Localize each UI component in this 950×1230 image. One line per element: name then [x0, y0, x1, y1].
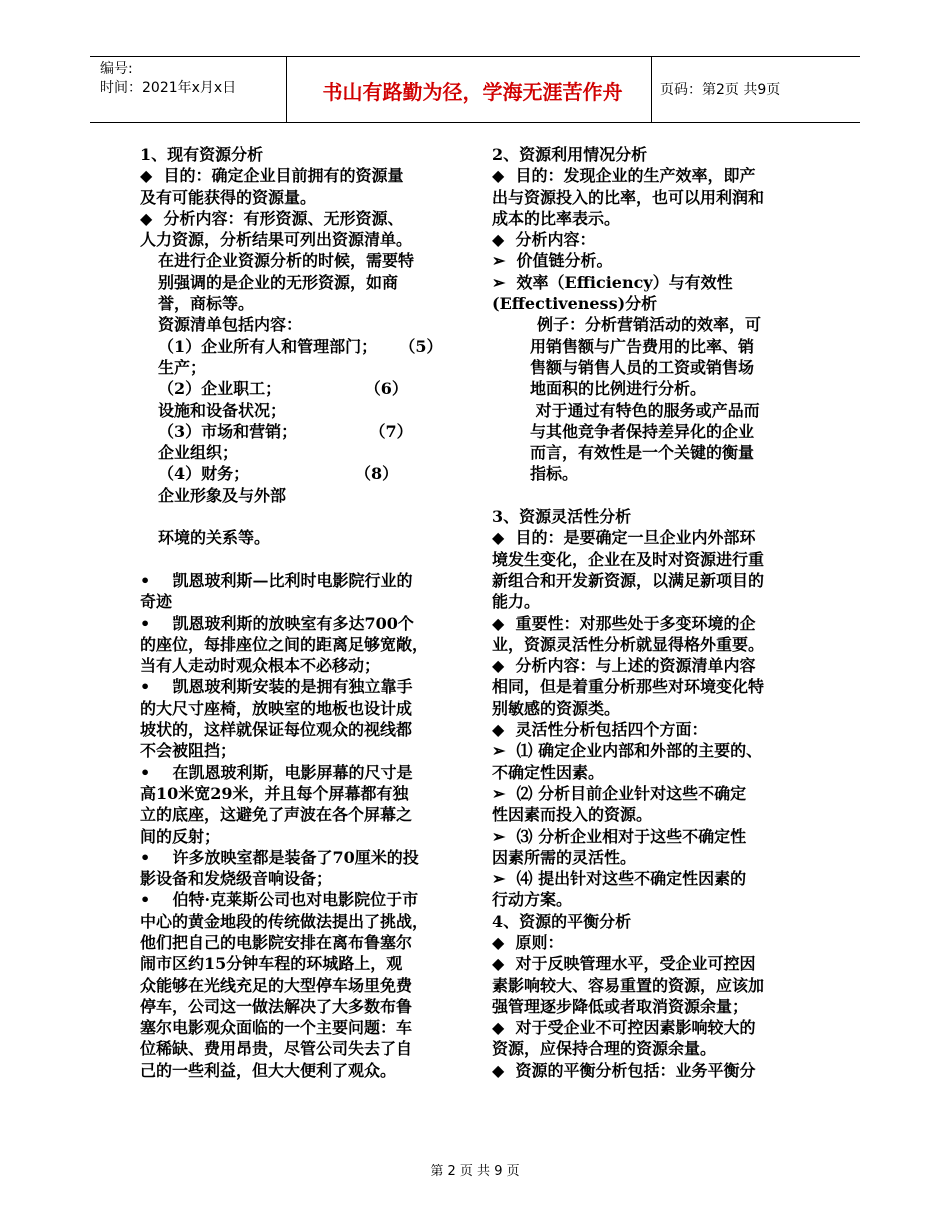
text-line: ➢ ⑴ 确定企业内部和外部的主要的、 [492, 741, 763, 761]
text-line: 众能够在光线充足的大型停车场里免费 [140, 975, 413, 995]
text-line: 例子：分析营销活动的效率，可 [537, 315, 762, 335]
text-line: ➢ ⑶ 分析企业相对于这些不确定性 [492, 826, 747, 846]
text-line: 2、资源利用情况分析 [492, 145, 648, 164]
text-line: 行动方案。 [492, 890, 573, 910]
text-line: 及有可能获得的资源量。 [140, 187, 317, 207]
text-line: 对于通过有特色的服务或产品而 [530, 400, 760, 420]
text-line: 能力。 [492, 592, 541, 612]
page-footer: 第 2 页 共 9 页 [430, 1164, 520, 1179]
text-line: (Effectiveness)分析 [492, 294, 658, 314]
text-line: 性因素而投入的资源。 [492, 805, 653, 825]
text-line: • 凯恩玻利斯安装的是拥有独立靠手 [140, 677, 413, 697]
text-line: 位稀缺、费用昂贵，尽管公司失去了自 [140, 1039, 413, 1059]
text-line: • 凯恩玻利斯的放映室有多达700个 [140, 613, 414, 633]
text-line: 成本的比率表示。 [492, 208, 621, 228]
page-info: 页码：第2页 共9页 [660, 82, 781, 98]
doc-time-label: 时间：2021年x月x日 [100, 80, 237, 96]
text-line [140, 506, 475, 527]
text-line: 新组合和开发新资源，以满足新项目的 [492, 570, 765, 590]
text-line: 己的一些利益，但大大便利了观众。 [140, 1060, 397, 1080]
text-line: 奇迹 [140, 592, 173, 612]
text-line: 别敏感的资源类。 [492, 698, 621, 718]
header-divider-left [286, 56, 287, 122]
text-line: （4）财务； （8） [158, 464, 399, 484]
text-line: 1、现有资源分析 [140, 145, 264, 164]
text-line: 闹市区约15分钟车程的环城路上，观 [140, 954, 403, 974]
text-line: ◆ 资源的平衡分析包括：业务平衡分 [492, 1060, 756, 1080]
text-line: ◆ 灵活性分析包括四个方面： [492, 720, 708, 740]
text-line: 环境的关系等。 [158, 528, 271, 548]
text-line: 中心的黄金地段的传统做法提出了挑战， [140, 911, 429, 931]
text-line: 停车，公司这一做法解决了大多数布鲁 [140, 996, 413, 1016]
text-line: （1）企业所有人和管理部门； （5） [158, 336, 443, 356]
text-line: ◆ 目的：是要确定一旦企业内外部环 [492, 528, 756, 548]
text-line: 因素所需的灵活性。 [492, 847, 637, 867]
text-line: （2）企业职工； （6） [158, 379, 408, 399]
text-line: 强管理逐步降低或者取消资源余量； [492, 996, 749, 1016]
text-line: ➢ 价值链分析。 [492, 251, 613, 271]
text-line: ◆ 目的：确定企业目前拥有的资源量 [140, 166, 404, 186]
text-line: ◆ 分析内容：与上述的资源清单内容 [492, 656, 756, 676]
text-line: 他们把自己的电影院安排在离布鲁塞尔 [140, 932, 413, 952]
text-line: ◆ 原则： [492, 932, 564, 952]
text-line: • 凯恩玻利斯—比利时电影院行业的 [140, 570, 413, 590]
text-line: ➢ ⑵ 分析目前企业针对这些不确定 [492, 783, 747, 803]
text-line: 售额与销售人员的工资或销售场 [530, 357, 755, 377]
text-line: 3、资源灵活性分析 [492, 507, 632, 527]
text-line: ➢ 效率（Efficiency）与有效性 [492, 272, 733, 292]
text-line: 而言，有效性是一个关键的衡量 [530, 443, 755, 463]
text-line [140, 549, 475, 570]
text-line: 高10米宽29米，并且每个屏幕都有独 [140, 783, 409, 803]
text-line: • 在凯恩玻利斯，电影屏幕的尺寸是 [140, 762, 413, 782]
left-column [140, 144, 475, 1081]
header-divider-right [651, 56, 652, 122]
text-line [492, 485, 822, 506]
text-line: 别强调的是企业的无形资源，如商 [158, 272, 399, 292]
header-motto: 书山有路勤为径，学海无涯苦作舟 [322, 80, 623, 104]
text-line: 与其他竞争者保持差异化的企业 [530, 421, 755, 441]
text-line: ◆ 重要性：对那些处于多变环境的企 [492, 613, 756, 633]
text-line: • 许多放映室都是装备了70厘米的投 [140, 847, 419, 867]
text-line: 业，资源灵活性分析就显得格外重要。 [492, 634, 765, 654]
text-line: （3）市场和营销； （7） [158, 421, 413, 441]
text-line: 在进行企业资源分析的时候，需要特 [158, 251, 415, 271]
text-line: 资源清单包括内容： [158, 315, 303, 335]
text-line: 立的底座，这避免了声波在各个屏幕之 [140, 805, 413, 825]
text-line: 坡状的，这样就保证每位观众的视线都 [140, 720, 413, 740]
text-line: ◆ 对于受企业不可控因素影响较大的 [492, 1018, 756, 1038]
text-line: 的大尺寸座椅，放映室的地板也设计成 [140, 698, 413, 718]
text-line: 不会被阻挡； [140, 741, 237, 761]
text-line: ◆ 对于反映管理水平，受企业可控因 [492, 954, 756, 974]
text-line: 素影响较大、容易重置的资源，应该加 [492, 975, 765, 995]
text-line: 生产； [158, 357, 207, 377]
text-line: 企业形象及与外部 [158, 485, 287, 505]
text-line: 相同，但是着重分析那些对环境变化特 [492, 677, 765, 697]
text-line: 企业组织； [158, 443, 239, 463]
text-line: 塞尔电影观众面临的一个主要问题：车 [140, 1018, 413, 1038]
text-line: ◆ 分析内容： [492, 230, 596, 250]
text-line: ◆ 分析内容：有形资源、无形资源、 [140, 208, 404, 228]
text-line: 地面积的比例进行分析。 [530, 379, 707, 399]
text-line: 资源，应保持合理的资源余量。 [492, 1039, 717, 1059]
text-line: 不确定性因素。 [492, 762, 605, 782]
header-bottom-rule [90, 122, 860, 123]
text-line: 用销售额与广告费用的比率、销 [530, 336, 755, 356]
text-line: 影设备和发烧级音响设备； [140, 869, 333, 889]
text-line: 设施和设备状况； [158, 400, 287, 420]
text-line: 人力资源，分析结果可列出资源清单。 [140, 230, 413, 250]
text-line: 间的反射； [140, 826, 221, 846]
text-line: ◆ 目的：发现企业的生产效率，即产 [492, 166, 756, 186]
text-line: 的座位，每排座位之间的距离足够宽敞， [140, 634, 429, 654]
text-line: 誉，商标等。 [158, 294, 255, 314]
text-line: 4、资源的平衡分析 [492, 911, 632, 931]
right-column [492, 144, 822, 1081]
text-line: 出与资源投入的比率，也可以用利润和 [492, 187, 765, 207]
text-line: • 伯特·克莱斯公司也对电影院位于市 [140, 890, 419, 910]
header-top-rule [90, 56, 860, 57]
text-line: 境发生变化，企业在及时对资源进行重 [492, 549, 765, 569]
text-line: ➢ ⑷ 提出针对这些不确定性因素的 [492, 869, 747, 889]
doc-number-label: 编号: [100, 61, 133, 77]
text-line: 当有人走动时观众根本不必移动； [140, 656, 381, 676]
text-line: 指标。 [530, 464, 579, 484]
